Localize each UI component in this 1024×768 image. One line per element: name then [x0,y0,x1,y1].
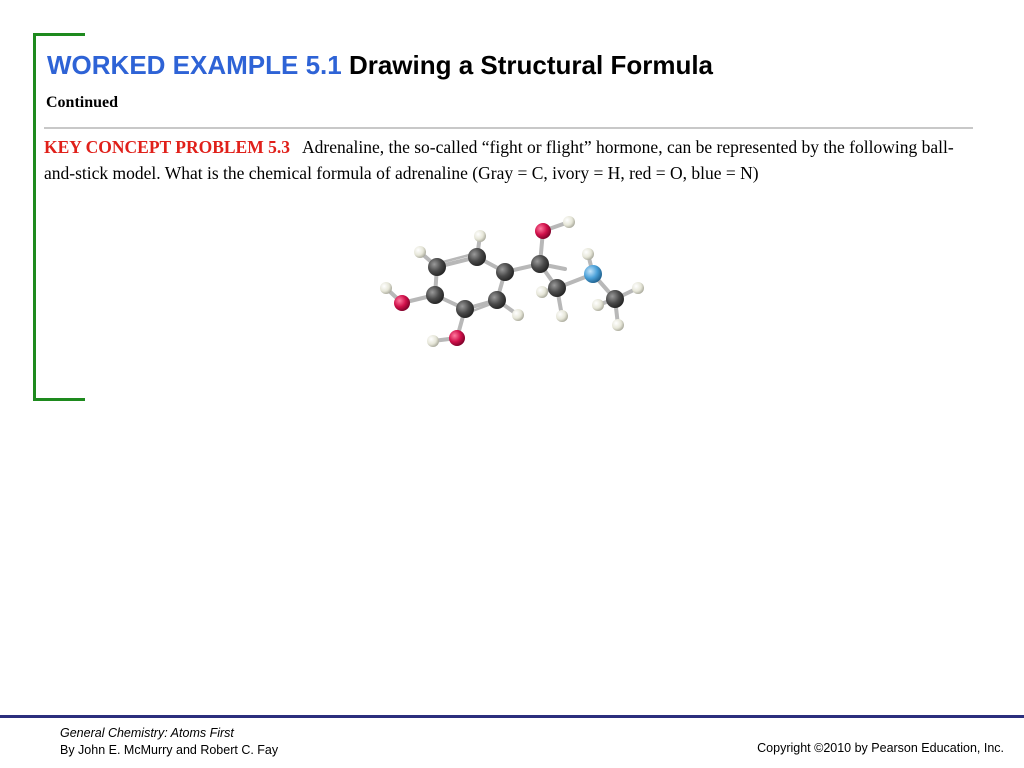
header-divider [44,127,973,129]
problem-label: KEY CONCEPT PROBLEM 5.3 [44,137,290,157]
title-prefix: WORKED EXAMPLE 5.1 [47,50,342,80]
molecule-svg [370,212,660,357]
page-title [47,50,713,81]
problem-body: Adrenaline, the so-called “fight or flight” hormone, can be represented by the following ball-and-stick model. What is the chemical formula of adrenaline (Gray = C, ivory = H, red = O, blue = N) [44,137,954,183]
footer-copyright: Copyright ©2010 by Pearson Education, Inc. [757,741,1004,755]
footer-authors: By John E. McMurry and Robert C. Fay [60,743,279,757]
adrenaline-model-icon [370,212,660,357]
footer-divider [0,715,1024,718]
footer-book-title: General Chemistry: Atoms First [60,726,234,740]
problem-text-block [44,134,984,186]
title-main: Drawing a Structural Formula [348,50,714,80]
green-bracket [33,33,85,401]
continued-label: Continued [46,94,119,111]
